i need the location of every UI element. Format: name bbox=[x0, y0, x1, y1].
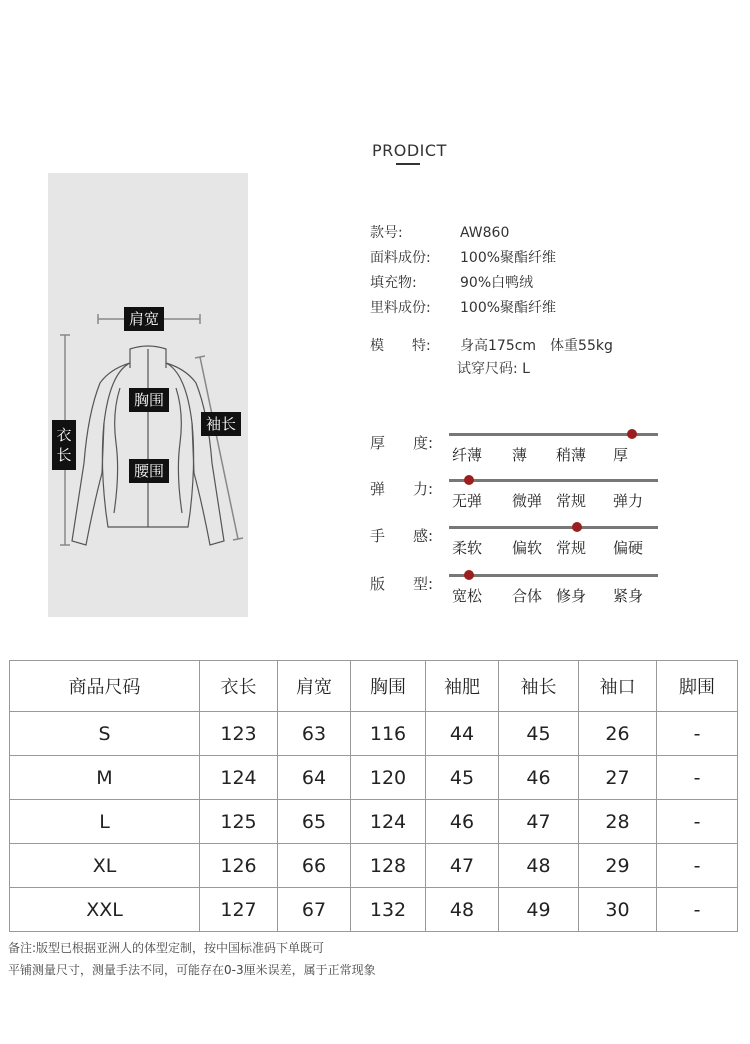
attribute-label bbox=[370, 525, 433, 546]
attribute-label-char: 厚 bbox=[370, 434, 386, 452]
size-cell: L bbox=[10, 800, 200, 844]
garment-illustration-panel bbox=[48, 173, 248, 617]
col-header-hem: 脚围 bbox=[657, 661, 738, 712]
measurement-cell: 124 bbox=[351, 800, 426, 844]
attribute-label bbox=[370, 432, 433, 453]
spec-row-lining bbox=[370, 297, 556, 317]
measurement-cell: 125 bbox=[200, 800, 278, 844]
attribute-slider-track bbox=[449, 479, 658, 482]
attribute-option: 偏软 bbox=[512, 539, 543, 557]
measurement-cell: 28 bbox=[579, 800, 657, 844]
measurement-cell: 66 bbox=[278, 844, 351, 888]
chest-label: 胸围 bbox=[129, 388, 169, 412]
measurement-cell: 132 bbox=[351, 888, 426, 932]
size-cell: M bbox=[10, 756, 200, 800]
attribute-label-char: 版 bbox=[370, 575, 386, 593]
attribute-label-suffix: 力: bbox=[413, 480, 434, 498]
attribute-option: 合体 bbox=[512, 587, 543, 605]
attribute-slider-dot bbox=[627, 429, 637, 439]
measurement-cell: - bbox=[657, 712, 738, 756]
attribute-slider-dot bbox=[572, 522, 582, 532]
table-row bbox=[10, 888, 738, 932]
attribute-option: 紧身 bbox=[613, 587, 644, 605]
spec-row-style-number bbox=[370, 222, 509, 242]
spec-row-model bbox=[370, 335, 613, 355]
attribute-slider-dot bbox=[464, 475, 474, 485]
table-row bbox=[10, 844, 738, 888]
attribute-label-suffix: 度: bbox=[413, 434, 434, 452]
note-line-2: 平铺测量尺寸，测量手法不同，可能存在0-3厘米误差，属于正常现象 bbox=[8, 963, 376, 977]
measurement-cell: 26 bbox=[579, 712, 657, 756]
measurement-cell: 45 bbox=[426, 756, 499, 800]
attribute-option: 无弹 bbox=[452, 492, 483, 510]
spec-value: 100%聚酯纤维 bbox=[460, 300, 557, 316]
sleeve-length-label: 袖长 bbox=[201, 412, 241, 436]
col-header-size: 商品尺码 bbox=[10, 661, 200, 712]
col-header-sleeve-width: 袖肥 bbox=[426, 661, 499, 712]
attribute-option: 常规 bbox=[556, 492, 587, 510]
attribute-option: 厚 bbox=[613, 446, 629, 464]
measurement-cell: 46 bbox=[499, 756, 579, 800]
measurement-cell: 124 bbox=[200, 756, 278, 800]
size-cell: S bbox=[10, 712, 200, 756]
spec-key: 面料成份: bbox=[370, 250, 431, 266]
measurement-cell: 44 bbox=[426, 712, 499, 756]
title-underline bbox=[396, 163, 420, 165]
attribute-option: 常规 bbox=[556, 539, 587, 557]
measurement-cell: - bbox=[657, 800, 738, 844]
measurement-cell: 65 bbox=[278, 800, 351, 844]
measurement-cell: 29 bbox=[579, 844, 657, 888]
measurement-cell: 128 bbox=[351, 844, 426, 888]
attribute-option: 偏硬 bbox=[613, 539, 644, 557]
waist-label: 腰围 bbox=[129, 459, 169, 483]
attribute-slider-dot bbox=[464, 570, 474, 580]
measurement-cell: 67 bbox=[278, 888, 351, 932]
measurement-cell: 47 bbox=[426, 844, 499, 888]
measurement-cell: 63 bbox=[278, 712, 351, 756]
spec-key: 模 特: bbox=[370, 338, 431, 354]
measurement-cell: 127 bbox=[200, 888, 278, 932]
attribute-option: 纤薄 bbox=[452, 446, 483, 464]
size-table bbox=[9, 660, 738, 932]
size-cell: XL bbox=[10, 844, 200, 888]
size-cell: XXL bbox=[10, 888, 200, 932]
spec-value: 100%聚酯纤维 bbox=[460, 250, 557, 266]
spec-value: AW860 bbox=[460, 225, 510, 241]
measurement-cell: 123 bbox=[200, 712, 278, 756]
col-header-sleeve-length: 袖长 bbox=[499, 661, 579, 712]
measurement-cell: - bbox=[657, 844, 738, 888]
measurement-cell: 48 bbox=[499, 844, 579, 888]
measurement-cell: 64 bbox=[278, 756, 351, 800]
col-header-shoulder: 肩宽 bbox=[278, 661, 351, 712]
attribute-label-suffix: 感: bbox=[413, 527, 434, 545]
measurement-cell: 126 bbox=[200, 844, 278, 888]
spec-key: 款号: bbox=[370, 225, 403, 241]
measurement-cell: 49 bbox=[499, 888, 579, 932]
measurement-cell: 30 bbox=[579, 888, 657, 932]
col-header-cuff: 袖口 bbox=[579, 661, 657, 712]
attribute-option: 薄 bbox=[512, 446, 528, 464]
table-row bbox=[10, 800, 738, 844]
table-row bbox=[10, 712, 738, 756]
attribute-option: 柔软 bbox=[452, 539, 483, 557]
spec-key: 里料成份: bbox=[370, 300, 431, 316]
measurement-cell: 48 bbox=[426, 888, 499, 932]
attribute-option: 宽松 bbox=[452, 587, 483, 605]
col-header-length: 衣长 bbox=[200, 661, 278, 712]
attribute-option: 修身 bbox=[556, 587, 587, 605]
note-line-1: 备注:版型已根据亚洲人的体型定制，按中国标准码下单既可 bbox=[8, 941, 325, 955]
measurement-cell: 116 bbox=[351, 712, 426, 756]
attribute-slider-track bbox=[449, 433, 658, 436]
garment-length-label: 衣长 bbox=[52, 420, 76, 470]
attribute-label bbox=[370, 573, 433, 594]
measurement-cell: 120 bbox=[351, 756, 426, 800]
attribute-label-char: 弹 bbox=[370, 480, 386, 498]
measurement-cell: - bbox=[657, 756, 738, 800]
spec-value: 90%白鸭绒 bbox=[460, 275, 534, 291]
attribute-slider-track bbox=[449, 574, 658, 577]
attribute-label-char: 手 bbox=[370, 527, 386, 545]
attribute-option: 弹力 bbox=[613, 492, 644, 510]
spec-row-filling bbox=[370, 272, 533, 292]
attribute-option: 微弹 bbox=[512, 492, 543, 510]
spec-row-fabric bbox=[370, 247, 556, 267]
attribute-label-suffix: 型: bbox=[413, 575, 434, 593]
measurement-cell: 46 bbox=[426, 800, 499, 844]
measurement-cell: 47 bbox=[499, 800, 579, 844]
model-try-size: 试穿尺码: L bbox=[457, 361, 530, 377]
measurement-cell: 45 bbox=[499, 712, 579, 756]
table-row bbox=[10, 756, 738, 800]
spec-key: 填充物: bbox=[370, 275, 417, 291]
measurement-cell: - bbox=[657, 888, 738, 932]
table-header-row bbox=[10, 661, 738, 712]
attribute-slider-track bbox=[449, 526, 658, 529]
shoulder-width-label: 肩宽 bbox=[124, 307, 164, 331]
attribute-option: 稍薄 bbox=[556, 446, 587, 464]
attribute-label bbox=[370, 478, 433, 499]
model-measurements: 身高175cm 体重55kg bbox=[460, 338, 613, 354]
product-title: PRODICT bbox=[372, 141, 447, 160]
measurement-cell: 27 bbox=[579, 756, 657, 800]
col-header-chest: 胸围 bbox=[351, 661, 426, 712]
